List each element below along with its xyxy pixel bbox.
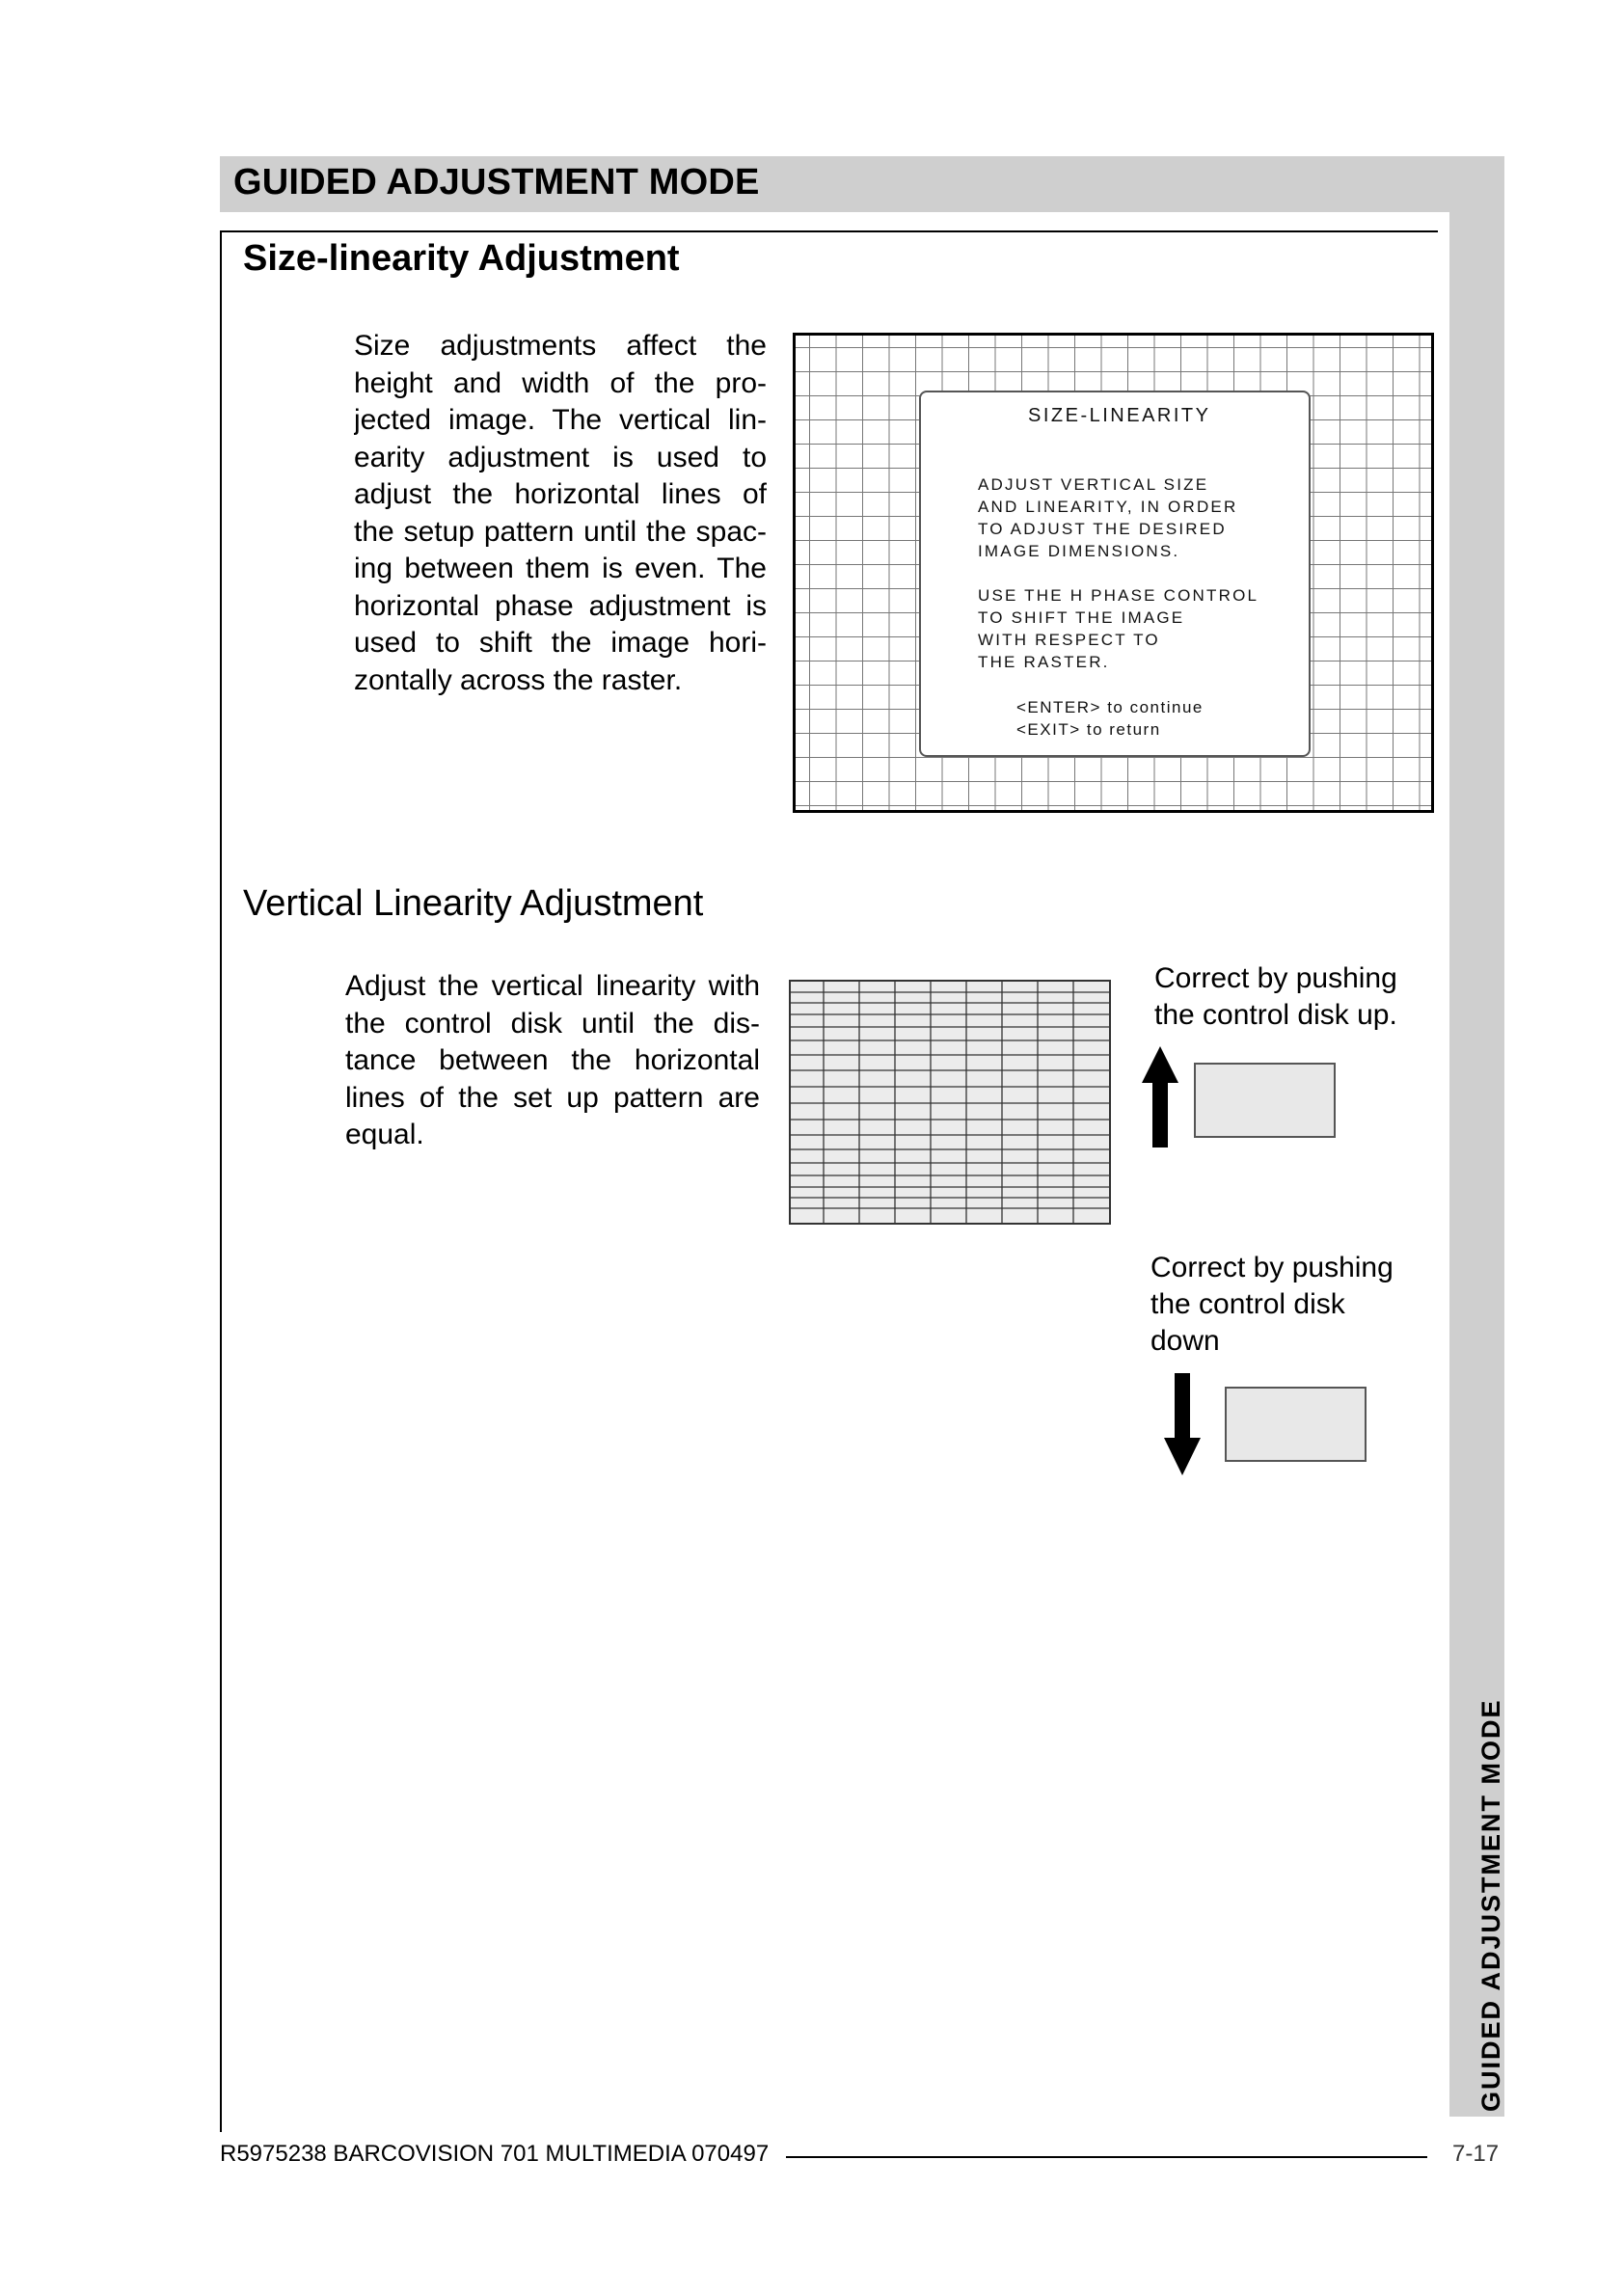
menu-text-line: THE RASTER. bbox=[978, 653, 1110, 671]
menu-text-line: AND LINEARITY, IN ORDER bbox=[978, 498, 1238, 516]
paragraph-line: Adjust the vertical linearity with bbox=[345, 970, 760, 1002]
menu-text-line: TO SHIFT THE IMAGE bbox=[978, 608, 1185, 627]
menu-text-line: TO ADJUST THE DESIRED bbox=[978, 520, 1227, 538]
footer-doc-ref: R5975238 BARCOVISION 701 MULTIMEDIA 070497 bbox=[220, 2141, 770, 2167]
menu-title: SIZE-LINEARITY bbox=[1028, 405, 1211, 426]
top-rule bbox=[220, 230, 1438, 232]
menu-text-line: ADJUST VERTICAL SIZE bbox=[978, 475, 1209, 494]
paragraph-line: lines of the set up pattern are bbox=[345, 1081, 760, 1114]
paragraph-line: jected image. The vertical lin- bbox=[354, 404, 767, 436]
paragraph-line: the setup pattern until the spac- bbox=[354, 515, 767, 548]
paragraph-line: height and width of the pro- bbox=[354, 366, 767, 399]
paragraph-line: tance between the horizontal bbox=[345, 1044, 760, 1076]
paragraph-line: ing between them is even. The bbox=[354, 553, 767, 584]
paragraph-line: adjust the horizontal lines of bbox=[354, 478, 767, 510]
correction-up-text: Correct by pushing bbox=[1154, 962, 1397, 994]
section-heading-vertical-linearity: Vertical Linearity Adjustment bbox=[243, 883, 704, 924]
paragraph-line: zontally across the raster. bbox=[354, 663, 683, 696]
arrow-down-icon bbox=[1164, 1373, 1201, 1475]
linearity-pattern-lines bbox=[791, 982, 1109, 1223]
section-heading-size-linearity: Size-linearity Adjustment bbox=[243, 238, 680, 279]
compressed-image-sample bbox=[1194, 1063, 1336, 1138]
paragraph-line: used to shift the image hori- bbox=[354, 627, 767, 659]
correction-down-text: down bbox=[1150, 1325, 1220, 1357]
correction-up-text: the control disk up. bbox=[1154, 999, 1397, 1031]
stretched-image-sample bbox=[1225, 1387, 1367, 1462]
paragraph-line: earity adjustment is used to bbox=[354, 441, 767, 473]
page-title: GUIDED ADJUSTMENT MODE bbox=[233, 162, 760, 202]
left-rule bbox=[220, 230, 222, 2132]
menu-enter-hint: <ENTER> to continue bbox=[1016, 698, 1204, 716]
linearity-pattern bbox=[789, 980, 1111, 1225]
menu-text-line: WITH RESPECT TO bbox=[978, 631, 1160, 649]
vertical-linearity-paragraph bbox=[345, 968, 760, 1154]
menu-text-line: USE THE H PHASE CONTROL bbox=[978, 586, 1259, 605]
correction-down-text: Correct by pushing bbox=[1150, 1252, 1394, 1283]
paragraph-line: Size adjustments affect the bbox=[354, 330, 767, 362]
menu-text-line: IMAGE DIMENSIONS. bbox=[978, 542, 1180, 560]
paragraph-line: horizontal phase adjustment is bbox=[354, 589, 767, 622]
footer-rule bbox=[786, 2156, 1427, 2158]
arrow-up-icon bbox=[1142, 1046, 1178, 1148]
page-number: 7-17 bbox=[1452, 2141, 1500, 2167]
correction-down-text: the control disk bbox=[1150, 1288, 1345, 1320]
sidebar-label: GUIDED ADJUSTMENT MODE bbox=[1476, 1698, 1505, 2112]
paragraph-line: the control disk until the dis- bbox=[345, 1007, 760, 1040]
size-linearity-paragraph bbox=[354, 328, 767, 699]
menu-exit-hint: <EXIT> to return bbox=[1016, 720, 1161, 739]
paragraph-line: equal. bbox=[345, 1119, 424, 1150]
